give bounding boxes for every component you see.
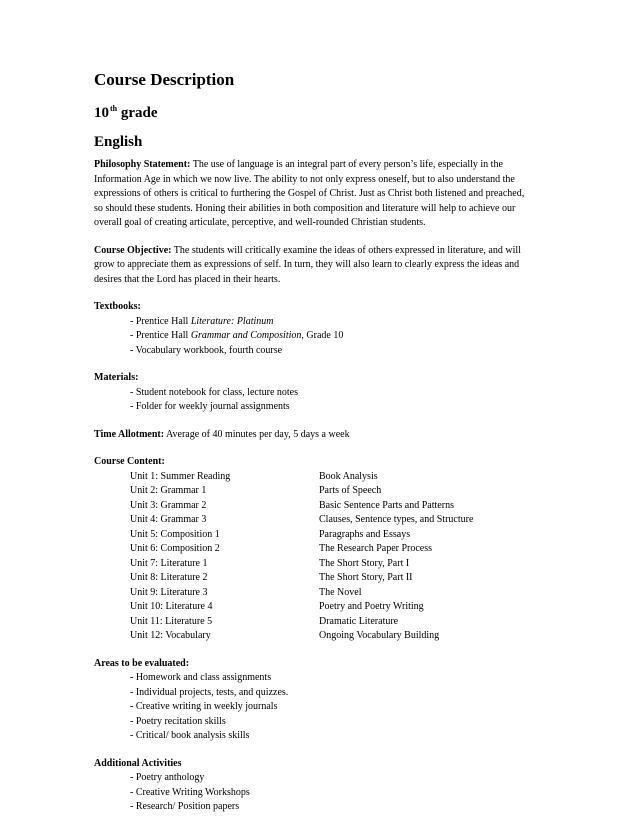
textbook-text: , Grade 10 xyxy=(301,330,344,341)
time-section xyxy=(94,428,554,443)
unit-row xyxy=(94,513,554,528)
philosophy-line: so should these students. Honing their abilities in both composition and literature will help to achieve our xyxy=(94,202,516,214)
area-item: - Homework and class assignments xyxy=(130,672,272,683)
unit-topic: Book Analysis xyxy=(319,470,378,482)
unit-topic: Poetry and Poetry Writing xyxy=(319,601,424,612)
subject-heading: English xyxy=(94,134,143,150)
unit-row xyxy=(94,600,554,615)
unit-name: Unit 10: Literature 4 xyxy=(130,601,213,612)
document-title: Course Description xyxy=(94,70,235,89)
textbook-item xyxy=(94,344,554,359)
area-item: - Poetry recitation skills xyxy=(130,715,226,727)
textbook-item xyxy=(94,315,554,330)
textbooks-label: Textbooks: xyxy=(94,301,141,312)
time-value: Average of 40 minutes per day, 5 days a week xyxy=(164,428,350,440)
unit-row xyxy=(94,542,554,557)
content-section xyxy=(94,455,554,644)
unit-row xyxy=(94,557,554,572)
grade-word: grade xyxy=(120,105,158,121)
unit-topic: The Novel xyxy=(319,586,362,598)
unit-name: Unit 5: Composition 1 xyxy=(130,528,220,540)
content-label: Course Content: xyxy=(94,456,165,467)
unit-name: Unit 3: Grammar 2 xyxy=(130,499,207,511)
unit-topic: The Short Story, Part I xyxy=(319,557,410,569)
unit-name: Unit 11: Literature 5 xyxy=(130,615,213,627)
unit-name: Unit 9: Literature 3 xyxy=(130,586,208,598)
textbook-item xyxy=(94,329,554,344)
materials-label: Materials: xyxy=(94,372,139,383)
unit-topic: The Short Story, Part II xyxy=(319,572,413,583)
unit-topic: Ongoing Vocabulary Building xyxy=(319,630,440,641)
unit-row xyxy=(94,528,554,543)
grade-heading xyxy=(94,100,554,122)
textbook-text: - Prentice Hall xyxy=(130,315,191,327)
unit-row xyxy=(94,615,554,630)
unit-row xyxy=(94,470,554,485)
activity-item: - Research/ Position papers xyxy=(130,801,240,812)
unit-topic: Parts of Speech xyxy=(319,485,382,496)
unit-name: Unit 8: Literature 2 xyxy=(130,572,208,583)
grade-ordinal: th xyxy=(110,104,118,113)
objective-line: The students will critically examine the ideas of others expressed in literature, and will xyxy=(171,244,521,256)
unit-name: Unit 6: Composition 2 xyxy=(130,543,220,554)
activities-section xyxy=(94,757,554,815)
philosophy-line: expressions of others is critical to furthering the Gospel of Christ. Just as Christ both listened and preached, xyxy=(94,188,525,199)
activity-item: - Poetry anthology xyxy=(130,772,205,783)
textbooks-section xyxy=(94,300,554,358)
philosophy-line: The use of language is an integral part of every person’s life, especially in the xyxy=(190,159,503,170)
philosophy-line: Information Age in which we now live. The ability to not only express oneself, but to also understand the xyxy=(94,173,515,185)
philosophy-section xyxy=(94,158,554,231)
unit-topic: Basic Sentence Parts and Patterns xyxy=(319,499,454,511)
materials-section xyxy=(94,371,554,415)
textbook-title: Grammar and Composition xyxy=(190,330,302,341)
philosophy-label: Philosophy Statement: xyxy=(94,159,191,170)
unit-name: Unit 4: Grammar 3 xyxy=(130,514,207,525)
area-item: - Creative writing in weekly journals xyxy=(130,701,278,712)
unit-name: Unit 2: Grammar 1 xyxy=(130,485,207,496)
textbook-text: - Vocabulary workbook, fourth course xyxy=(130,344,283,356)
area-item: - Critical/ book analysis skills xyxy=(130,730,250,741)
unit-row xyxy=(94,484,554,499)
area-item: - Individual projects, tests, and quizzes. xyxy=(130,686,289,698)
unit-topic: Dramatic Literature xyxy=(319,615,399,627)
activities-label: Additional Activities xyxy=(94,757,182,769)
unit-row xyxy=(94,586,554,601)
objective-line: desires that the Lord has placed in their hearts. xyxy=(94,273,281,285)
textbook-title: Literature: Platinum xyxy=(190,315,274,327)
activity-item: - Creative Writing Workshops xyxy=(130,786,250,798)
material-item: - Student notebook for class, lecture notes xyxy=(130,386,299,398)
objective-line: grow to appreciate them as expressions of self. In turn, they will also learn to clearly express the ideas and xyxy=(94,259,520,270)
document-body xyxy=(94,70,554,815)
unit-name: Unit 1: Summer Reading xyxy=(130,470,231,482)
unit-topic: Paragraphs and Essays xyxy=(319,528,411,540)
textbook-text: - Prentice Hall xyxy=(130,330,191,341)
areas-section xyxy=(94,657,554,744)
time-label: Time Allotment: xyxy=(94,428,165,440)
unit-row xyxy=(94,499,554,514)
grade-number: 10 xyxy=(94,105,109,121)
areas-label: Areas to be evaluated: xyxy=(94,657,190,669)
unit-name: Unit 7: Literature 1 xyxy=(130,557,208,569)
unit-row xyxy=(94,629,554,644)
philosophy-line: overall goal of creating articulate, perceptive, and well-rounded Christian students. xyxy=(94,217,426,228)
objective-section xyxy=(94,244,554,288)
material-item: - Folder for weekly journal assignments xyxy=(130,401,290,412)
unit-topic: Clauses, Sentence types, and Structure xyxy=(319,514,474,525)
objective-label: Course Objective: xyxy=(94,244,172,256)
unit-name: Unit 12: Vocabulary xyxy=(130,630,211,641)
unit-row xyxy=(94,571,554,586)
unit-topic: The Research Paper Process xyxy=(319,543,433,554)
